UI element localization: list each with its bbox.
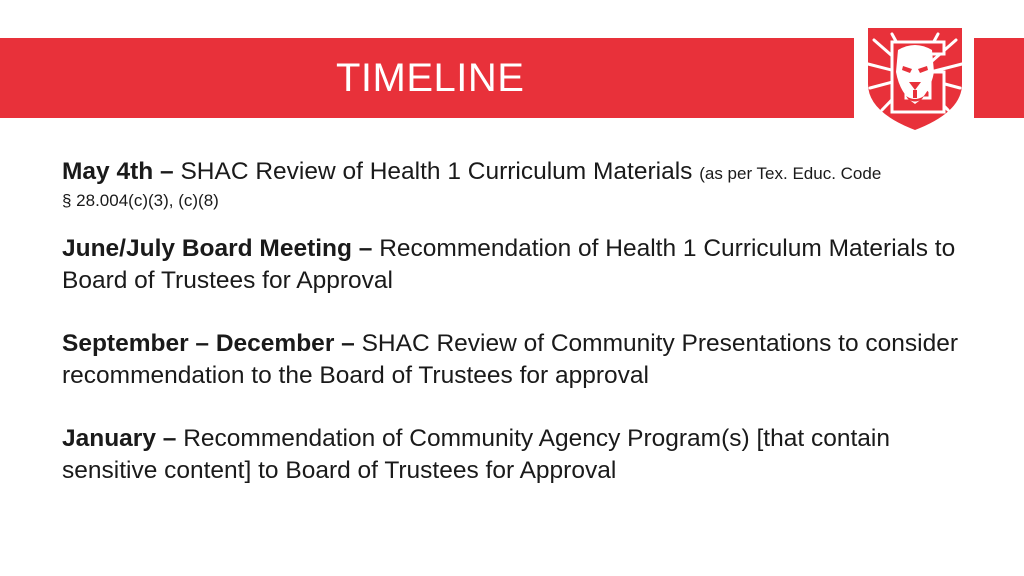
timeline-description: SHAC Review of Community Presentations to consider recommendation to the Board of Trustees for approval (62, 330, 959, 389)
timeline-legal-note: (as per Tex. Educ. Code (699, 164, 882, 183)
page-title: TIMELINE (336, 56, 525, 100)
timeline-date: January – (62, 425, 184, 452)
timeline-description: SHAC Review of Health 1 Curriculum Materials (180, 158, 700, 185)
lion-shield-logo-icon (862, 20, 968, 132)
timeline-legal-note-continued: § 28.004(c)(3), (c)(8) (62, 191, 219, 210)
timeline-date: June/July Board Meeting – (62, 235, 380, 262)
timeline-description: Recommendation of Health 1 Curriculum Materials to Board of Trustees for Approval (62, 235, 956, 294)
timeline-entry-may (62, 156, 992, 212)
timeline-date: May 4th – (62, 158, 181, 185)
timeline-description: Recommendation of Community Agency Program(s) [that contain sensitive content] to Board of Trustees for Approval (62, 425, 890, 484)
timeline-entry-september-december (62, 328, 992, 392)
timeline-entry-june-july (62, 233, 992, 297)
title-banner-end (974, 38, 1024, 118)
timeline-date: September – December – (62, 330, 362, 357)
timeline-entry-january (62, 423, 992, 487)
